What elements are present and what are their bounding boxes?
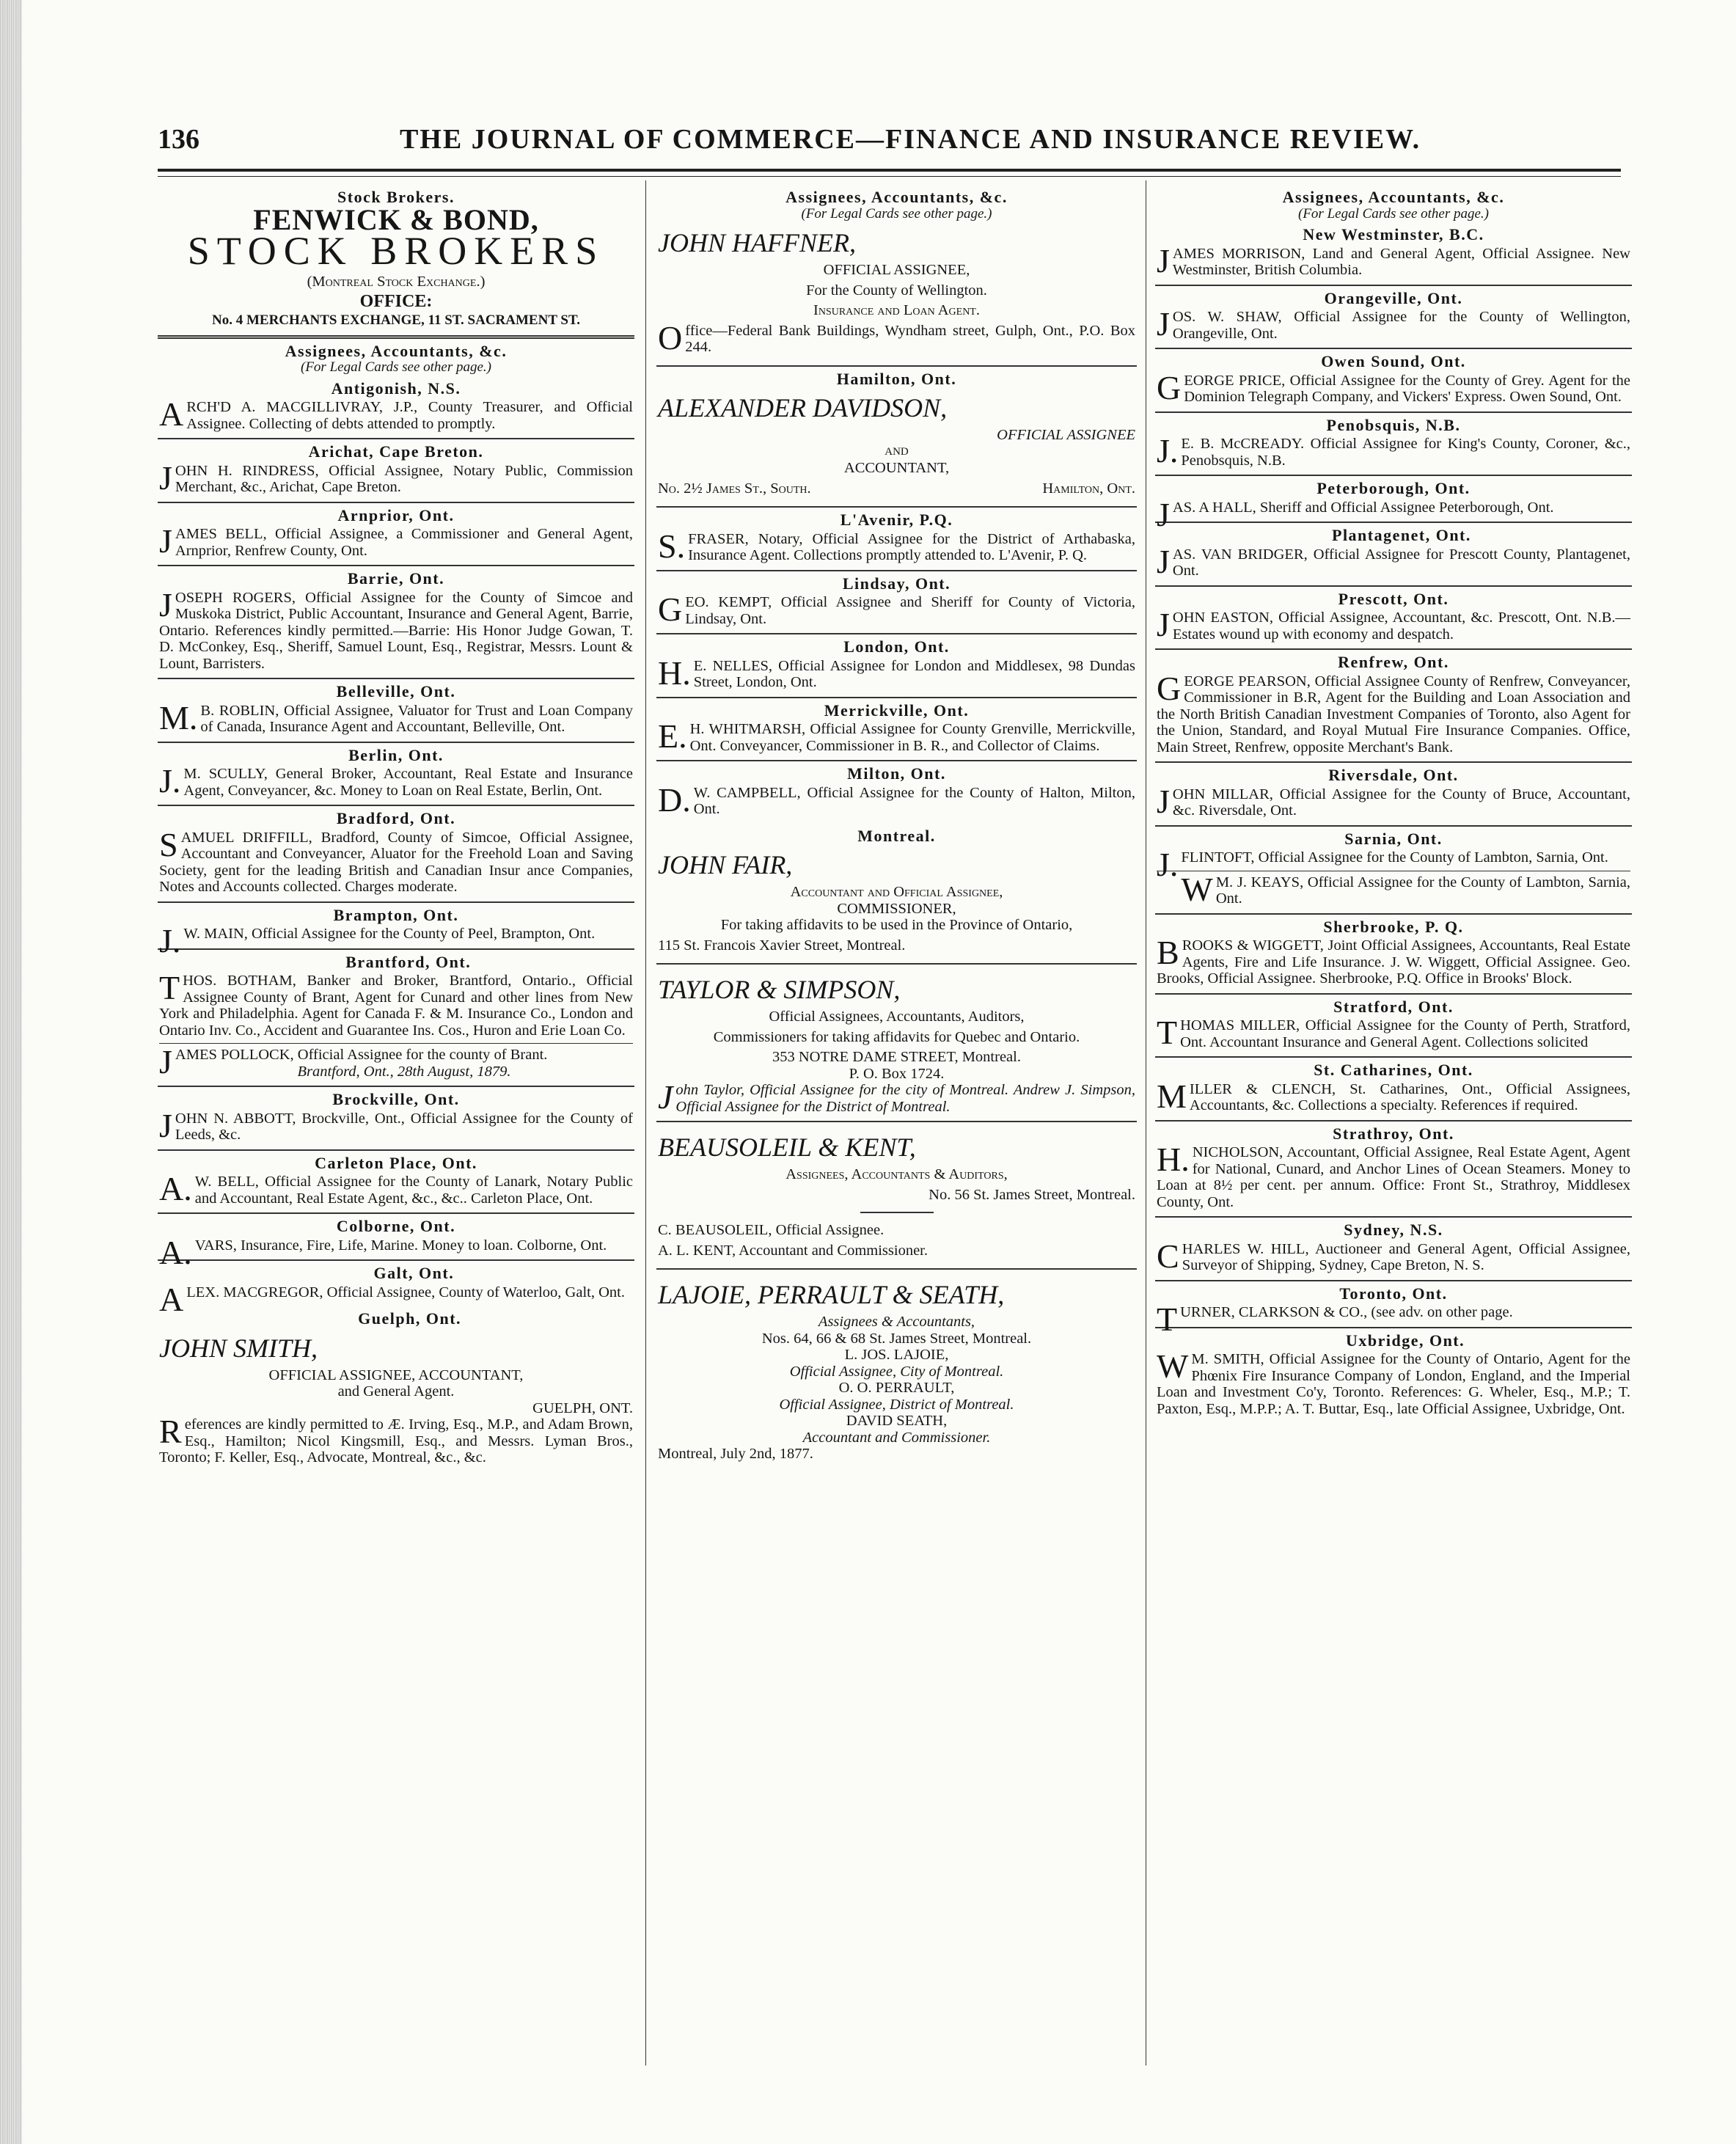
listing-location: Antigonish, N.S. bbox=[331, 378, 461, 398]
listing-address: 353 NOTRE DAME STREET, Montreal. bbox=[772, 1049, 1021, 1065]
listing-location: Berlin, Ont. bbox=[348, 745, 444, 764]
signature: JOHN FAIR, bbox=[658, 850, 793, 879]
stock-brokers-heading: Stock Brokers. bbox=[337, 188, 455, 206]
listing-address-row bbox=[658, 480, 1135, 497]
listing-entry bbox=[656, 634, 1137, 698]
listing-text: JOS. W. SHAW, Official Assignee for the County of Wellington, Orangeville, Ont. bbox=[1157, 305, 1630, 343]
listing-address: No. 56 St. James Street, Montreal. bbox=[929, 1186, 1135, 1203]
listing-text: A.W. BELL, Official Assignee for the County of Lanark, Notary Public and Accountant, Real Estate Agent, &c., &c.. Carleton Place, Ont. bbox=[159, 1170, 633, 1207]
listing-text: J.M. SCULLY, General Broker, Accountant, Real Estate and Insurance Agent, Conveyancer, &c. Money to Loan on Real Estate, Berlin, Ont. bbox=[159, 762, 633, 800]
listing-role: OFFICIAL ASSIGNEE bbox=[997, 427, 1135, 443]
exchange: (Montreal Stock Exchange.) bbox=[307, 274, 486, 290]
listing-text: J.E. B. McCREADY. Official Assignee for King's County, Coroner, &c., Penobsquis, N.B. bbox=[1157, 432, 1630, 469]
assignees-heading-block bbox=[158, 339, 634, 376]
listing-place: GUELPH, ONT. bbox=[532, 1400, 633, 1416]
listing-entry bbox=[158, 1214, 634, 1271]
listing-text: MILLER & CLENCH, St. Catharines, Ont., Official Assignees, Accountants, &c. Collections a specialty. References if required. bbox=[1157, 1077, 1630, 1115]
listing-text: Commissioners for taking affidavits for Quebec and Ontario. bbox=[713, 1028, 1080, 1045]
listing-location: Carleton Place, Ont. bbox=[315, 1153, 477, 1172]
office-address: No. 4 MERCHANTS EXCHANGE, 11 ST. SACRAMENT ST. bbox=[212, 312, 580, 328]
listing-entry bbox=[1155, 413, 1632, 477]
signature: ALEXANDER DAVIDSON, bbox=[658, 393, 948, 422]
page-header bbox=[158, 123, 1621, 160]
listing-text: BROOKS & WIGGETT, Joint Official Assignees, Accountants, Real Estate Agents, Fire and Life Insurance. J. W. Wiggett, Official Assignee. Geo. Brooks, Official Assignee. Sherbrooke, P.Q. Office in Brooks' Block. bbox=[1157, 934, 1630, 987]
section-heading: Assignees, Accountants, &c. bbox=[285, 341, 508, 360]
listing-location: Toronto, Ont. bbox=[1339, 1284, 1448, 1303]
listing-text: E.H. WHITMARSH, Official Assignee for County Grenville, Merrickville, Ont. Conveyancer, Commissioner in B. R., and Collector of Claims. bbox=[658, 717, 1135, 755]
listing-role: and General Agent. bbox=[337, 1383, 455, 1400]
haffner-listing bbox=[656, 185, 1137, 367]
listing-address: Nos. 64, 66 & 68 St. James Street, Montreal. bbox=[761, 1330, 1032, 1347]
fenwick-bond-ad bbox=[158, 185, 634, 339]
column-3 bbox=[1155, 185, 1632, 2070]
listing-group bbox=[158, 376, 634, 1318]
listing-entry bbox=[158, 679, 634, 743]
listing-text: JAS. VAN BRIDGER, Official Assignee for Prescott County, Plantagenet, Ont. bbox=[1157, 542, 1630, 580]
listing-location: Arichat, Cape Breton. bbox=[308, 442, 484, 461]
listing-location: Lindsay, Ont. bbox=[842, 574, 951, 593]
listing-entry bbox=[656, 698, 1137, 762]
listing-location: St. Catharines, Ont. bbox=[1314, 1061, 1473, 1079]
listing-entry bbox=[656, 761, 1137, 824]
listing-text: CHARLES W. HILL, Auctioneer and General Agent, Official Assignee, Surveyor of Shipping, Sydney, Cape Breton, N. S. bbox=[1157, 1237, 1630, 1275]
listing-text: TURNER, CLARKSON & CO., (see adv. on other page. bbox=[1157, 1300, 1513, 1338]
listing-text: JAMES BELL, Official Assignee, a Commissioner and General Agent, Arnprior, Renfrew County, Ont. bbox=[159, 522, 633, 560]
column-1 bbox=[158, 185, 634, 2070]
listing-location: New Westminster, B.C. bbox=[1303, 225, 1484, 244]
page-number: 136 bbox=[158, 124, 199, 155]
section-note: (For Legal Cards see other page.) bbox=[801, 205, 992, 222]
listing-text: GEO. KEMPT, Official Assignee and Sheriff for County of Victoria, Lindsay, Ont. bbox=[658, 590, 1135, 628]
listing-text: J.FLINTOFT, Official Assignee for the County of Lambton, Sarnia, Ont. bbox=[1157, 846, 1608, 883]
listing-location: Sarnia, Ont. bbox=[1344, 829, 1443, 848]
listing-entry bbox=[158, 950, 634, 1088]
listing-entry bbox=[656, 508, 1137, 571]
binding-edge bbox=[0, 0, 22, 2144]
listing-location: Sydney, N.S. bbox=[1344, 1221, 1443, 1239]
section-note: (For Legal Cards see other page.) bbox=[1298, 205, 1489, 222]
listing-location: Brampton, Ont. bbox=[333, 905, 459, 924]
listing-location: Owen Sound, Ont. bbox=[1321, 352, 1466, 370]
listing-entry bbox=[656, 571, 1137, 635]
listing-location: Galt, Ont. bbox=[373, 1264, 455, 1282]
listing-role: Assignees, Accountants & Auditors, bbox=[785, 1166, 1008, 1182]
listing-location: Brockville, Ont. bbox=[332, 1090, 460, 1108]
section-note: (For Legal Cards see other page.) bbox=[301, 359, 491, 375]
listing-text: ALEX. MACGREGOR, Official Assignee, County of Waterloo, Galt, Ont. bbox=[159, 1280, 625, 1318]
firm-role: STOCK BROKERS bbox=[187, 229, 605, 273]
listing-text: J.W. MAIN, Official Assignee for the County of Peel, Brampton, Ont. bbox=[159, 922, 596, 959]
listing-location: Penobsquis, N.B. bbox=[1326, 415, 1461, 434]
listing-text: Insurance and Loan Agent. bbox=[813, 302, 980, 318]
listing-entry bbox=[1155, 523, 1632, 587]
listing-person: A. L. KENT, Accountant and Commissioner. bbox=[658, 1242, 928, 1259]
listing-text: JAS. A HALL, Sheriff and Official Assignee Peterborough, Ont. bbox=[1157, 495, 1554, 533]
listing-location: Renfrew, Ont. bbox=[1338, 653, 1449, 671]
listing-date: Brantford, Ont., 28th August, 1879. bbox=[297, 1063, 511, 1080]
listing-location: Colborne, Ont. bbox=[336, 1217, 456, 1235]
listing-location: Barrie, Ont. bbox=[347, 569, 445, 588]
listing-text: JOHN H. RINDRESS, Official Assignee, Notary Public, Commission Merchant, &c., Arichat, Cape Breton. bbox=[159, 458, 633, 497]
journal-title: THE JOURNAL OF COMMERCE—FINANCE AND INSURANCE REVIEW. bbox=[400, 124, 1421, 155]
listing-entry bbox=[1155, 1218, 1632, 1281]
header-rule-thin bbox=[158, 176, 1621, 177]
listing-text: JAMES MORRISON, Land and General Agent, Official Assignee. New Westminster, British Columbia. bbox=[1157, 241, 1630, 279]
listing-location: Plantagenet, Ont. bbox=[1332, 526, 1471, 544]
listing-location: Bradford, Ont. bbox=[336, 809, 456, 827]
column-divider bbox=[645, 180, 646, 2066]
listing-location: Peterborough, Ont. bbox=[1316, 479, 1471, 497]
listing-text: JOSEPH ROGERS, Official Assignee for the County of Simcoe and Muskoka District, Public Accountant, Insurance and General Agent, Barrie, Ontario. References kindly permitted.—Barrie: His Honor Judge Gowan, T. D. McConkey, Esq., Sheriff, Samuel Lount, Esq., Registrar, Messrs. Lount & Lount, Barristers. bbox=[159, 585, 633, 672]
listing-location: Strathroy, Ont. bbox=[1333, 1124, 1454, 1143]
listing-text: JOHN MILLAR, Official Assignee for the County of Bruce, Accountant, &c. Riversdale, Ont. bbox=[1157, 782, 1630, 820]
listing-entry bbox=[1155, 915, 1632, 995]
section-heading: Assignees, Accountants, &c. bbox=[1282, 188, 1505, 206]
signature: BEAUSOLEIL & KENT, bbox=[658, 1133, 916, 1162]
listing-text: D.W. CAMPBELL, Official Assignee for the County of Halton, Milton, Ont. bbox=[658, 780, 1135, 819]
hamilton-listing bbox=[656, 367, 1137, 508]
listing-text: AND bbox=[885, 445, 909, 458]
listing-person: O. O. PERRAULT, bbox=[838, 1380, 955, 1396]
listing-text: JOHN N. ABBOTT, Brockville, Ont., Official Assignee for the County of Leeds, &c. bbox=[159, 1106, 633, 1144]
signature: TAYLOR & SIMPSON, bbox=[658, 975, 901, 1004]
listing-entry bbox=[1155, 349, 1632, 413]
listing-person: C. BEAUSOLEIL, Official Assignee. bbox=[658, 1222, 885, 1238]
listing-text: WM. J. KEAYS, Official Assignee for the County of Lambton, Sarnia, Ont. bbox=[1157, 871, 1630, 907]
listing-text: M.B. ROBLIN, Official Assignee, Valuator for Trust and Loan Company of Canada, Insurance Agent and Accountant, Belleville, Ont. bbox=[159, 698, 633, 736]
firm-name: FENWICK & BOND, bbox=[253, 202, 539, 236]
listing-note: John Taylor, Official Assignee for the city of Montreal. Andrew J. Simpson, Official Assignee for the District of Montreal. bbox=[658, 1078, 1135, 1116]
listing-city: Hamilton, Ont. bbox=[1042, 480, 1135, 497]
signature: JOHN HAFFNER, bbox=[658, 228, 856, 257]
listing-address: No. 2½ James St., South. bbox=[658, 480, 811, 497]
office-label: OFFICE: bbox=[359, 291, 433, 311]
listing-text: ARCH'D A. MACGILLIVRAY, J.P., County Treasurer, and Official Assignee. Collecting of debts attended to promptly. bbox=[159, 395, 633, 433]
listing-entry bbox=[1155, 1058, 1632, 1122]
listing-entry bbox=[158, 1151, 634, 1215]
listing-text: THOS. BOTHAM, Banker and Broker, Brantford, Ontario., Official Assignee County of Brant, Agent for Cunard and other lines from New York and Philadelphia. Agent for Canada F. & M. Insurance Co., London and Ontario Inv. Co., Accident and Guarantee Ins. Cos., Huron and Erie Loan Co. bbox=[159, 969, 633, 1039]
listing-address: 115 St. Francois Xavier Street, Montreal. bbox=[658, 937, 906, 954]
listing-person-role: Official Assignee, City of Montreal. bbox=[789, 1363, 1004, 1380]
listing-entry bbox=[158, 1261, 634, 1318]
listing-person: DAVID SEATH, bbox=[846, 1413, 948, 1429]
listing-role: OFFICIAL ASSIGNEE, ACCOUNTANT, bbox=[268, 1366, 524, 1383]
listing-text: JAMES POLLOCK, Official Assignee for the county of Brant. bbox=[159, 1043, 633, 1064]
listing-location: Sherbrooke, P. Q. bbox=[1323, 917, 1464, 936]
guelph-listing bbox=[158, 1306, 634, 1472]
listing-entry bbox=[158, 439, 634, 503]
listing-entry bbox=[1155, 995, 1632, 1058]
listing-entry bbox=[1155, 763, 1632, 827]
listing-role: OFFICIAL ASSIGNEE, bbox=[823, 262, 970, 278]
listing-entry bbox=[1155, 1122, 1632, 1218]
listing-text: WM. SMITH, Official Assignee for the County of Ontario, Agent for the Phœnix Fire Insurance Company of London, England, and the Imperial Loan and Investment Co'y, Toronto. References: G. Wheler, Esq., M.P.; T. Paxton, Esq., M.P.P.; A. T. Buttar, Esq., late Official Assignee, Uxbridge, Ont. bbox=[1157, 1347, 1630, 1417]
listing-entry bbox=[1155, 286, 1632, 350]
listing-location: Guelph, Ont. bbox=[358, 1309, 462, 1328]
listing-text: For taking affidavits to be used in the Province of Ontario, bbox=[720, 917, 1073, 933]
listing-location: London, Ont. bbox=[843, 637, 950, 656]
listing-entry bbox=[1155, 650, 1632, 763]
listing-entry bbox=[158, 806, 634, 903]
listing-text: S.FRASER, Notary, Official Assignee for the District of Arthabaska, Insurance Agent. Collections promptly attended to. L'Avenir, P. Q. bbox=[658, 527, 1135, 565]
listing-date: Montreal, July 2nd, 1877. bbox=[658, 1446, 813, 1462]
signature: LAJOIE, PERRAULT & SEATH, bbox=[658, 1280, 1005, 1309]
listing-location: L'Avenir, P.Q. bbox=[840, 511, 953, 529]
signature: JOHN SMITH, bbox=[159, 1333, 318, 1363]
montreal-fair-listing bbox=[656, 824, 1137, 965]
listing-location: Riversdale, Ont. bbox=[1328, 766, 1459, 784]
listing-text: H.NICHOLSON, Accountant, Official Assignee, Real Estate Agent, Agent for National, Cunard, and Anchor Lines of Ocean Steamers. Money to Loan at 8½ per cent. per annum. Office: Front St., Strathroy, Middlesex County, Ont. bbox=[1157, 1141, 1630, 1210]
listing-person-role: Official Assignee, District of Montreal. bbox=[779, 1396, 1014, 1413]
listing-text: A.VARS, Insurance, Fire, Life, Marine. Money to loan. Colborne, Ont. bbox=[159, 1233, 607, 1271]
listing-text: GEORGE PEARSON, Official Assignee County of Renfrew, Conveyancer, Commissioner in B.R, Agent for the Building and Loan Association and the North British Canadian Investment Companies of Toronto, also Agent for the Union, Standard, and Royal Mutual Fire Insurance Companies. Office, Main Street, Renfrew, opposite Merchant's Bank. bbox=[1157, 669, 1630, 755]
listing-box: P. O. Box 1724. bbox=[849, 1065, 945, 1082]
listing-person-role: Accountant and Commissioner. bbox=[802, 1429, 991, 1446]
listing-location: Arnprior, Ont. bbox=[337, 505, 455, 524]
listing-role: Accountant and Official Assignee, bbox=[790, 884, 1003, 900]
listing-text: Office—Federal Bank Buildings, Wyndham street, Gulph, Ont., P.O. Box 244. bbox=[658, 318, 1135, 356]
listing-entry bbox=[1155, 1328, 1632, 1424]
listing-text: GEORGE PRICE, Official Assignee for the County of Grey. Agent for the Dominion Telegraph Company, and Vickers' Express. Owen Sound, Ont. bbox=[1157, 368, 1630, 406]
listing-entry bbox=[158, 566, 634, 679]
listing-entry bbox=[1155, 827, 1632, 915]
beausoleil-kent-listing bbox=[656, 1122, 1137, 1270]
listing-group bbox=[656, 508, 1137, 824]
listing-refs: References are kindly permitted to Æ. Irving, Esq., M.P., and Adam Brown, Esq., Hamilton; Nicol Kingsmill, Esq., and Messrs. Lyman Bros., Toronto; F. Keller, Esq., Advocate, Montreal, &c., &c. bbox=[159, 1413, 633, 1466]
listing-text: For the County of Wellington. bbox=[806, 282, 987, 299]
listing-location: Milton, Ont. bbox=[847, 764, 946, 783]
listing-person: L. JOS. LAJOIE, bbox=[844, 1347, 949, 1363]
listing-entry bbox=[158, 903, 634, 959]
section-heading: Assignees, Accountants, &c. bbox=[785, 188, 1008, 206]
listing-group bbox=[1155, 222, 1632, 1423]
listing-role: Official Assignees, Accountants, Auditors, bbox=[769, 1009, 1025, 1025]
listing-role: Assignees & Accountants, bbox=[818, 1314, 975, 1330]
col3-heading-block bbox=[1155, 185, 1632, 222]
listing-entry bbox=[1155, 222, 1632, 286]
listing-text: H.E. NELLES, Official Assignee for London and Middlesex, 98 Dundas Street, London, Ont. bbox=[658, 654, 1135, 692]
listing-entry bbox=[1155, 587, 1632, 651]
header-rule bbox=[158, 169, 1621, 172]
listing-role: ACCOUNTANT, bbox=[843, 460, 950, 476]
listing-entry bbox=[1155, 476, 1632, 533]
divider bbox=[860, 1212, 934, 1213]
listing-location: Brantford, Ont. bbox=[345, 952, 472, 971]
listing-location: Stratford, Ont. bbox=[1333, 997, 1454, 1016]
listing-role: COMMISSIONER, bbox=[837, 900, 956, 917]
listing-entry bbox=[158, 503, 634, 567]
column-2 bbox=[656, 185, 1137, 2070]
listing-entry bbox=[158, 1087, 634, 1151]
listing-location: Prescott, Ont. bbox=[1338, 589, 1449, 608]
listing-entry bbox=[158, 376, 634, 440]
listing-location: Belleville, Ont. bbox=[336, 682, 456, 700]
listing-entry bbox=[1155, 1281, 1632, 1338]
lajoie-listing bbox=[656, 1270, 1137, 1468]
listing-location: Orangeville, Ont. bbox=[1324, 288, 1463, 307]
listing-location: Montreal. bbox=[857, 826, 936, 845]
listing-text: SAMUEL DRIFFILL, Bradford, County of Simcoe, Official Assignee, Accountant and Conveyancer, Aluator for the Freehold Loan and Saving Society, gent for the leading British and Canadian Insur ance Companies, Notes and Accounts collected. Charges moderate. bbox=[159, 825, 633, 895]
taylor-simpson-listing bbox=[656, 965, 1137, 1122]
listing-text: JOHN EASTON, Official Assignee, Accountant, &c. Prescott, Ont. N.B.—Estates wound up with economy and despatch. bbox=[1157, 606, 1630, 643]
listing-text: THOMAS MILLER, Official Assignee for the County of Perth, Stratford, Ont. Accountant Insurance and General Agent. Collections solicited bbox=[1157, 1014, 1630, 1051]
listing-location: Merrickville, Ont. bbox=[824, 700, 970, 720]
listing-location: Hamilton, Ont. bbox=[836, 369, 957, 388]
listing-entry bbox=[158, 743, 634, 807]
listing-location: Uxbridge, Ont. bbox=[1345, 1331, 1465, 1350]
